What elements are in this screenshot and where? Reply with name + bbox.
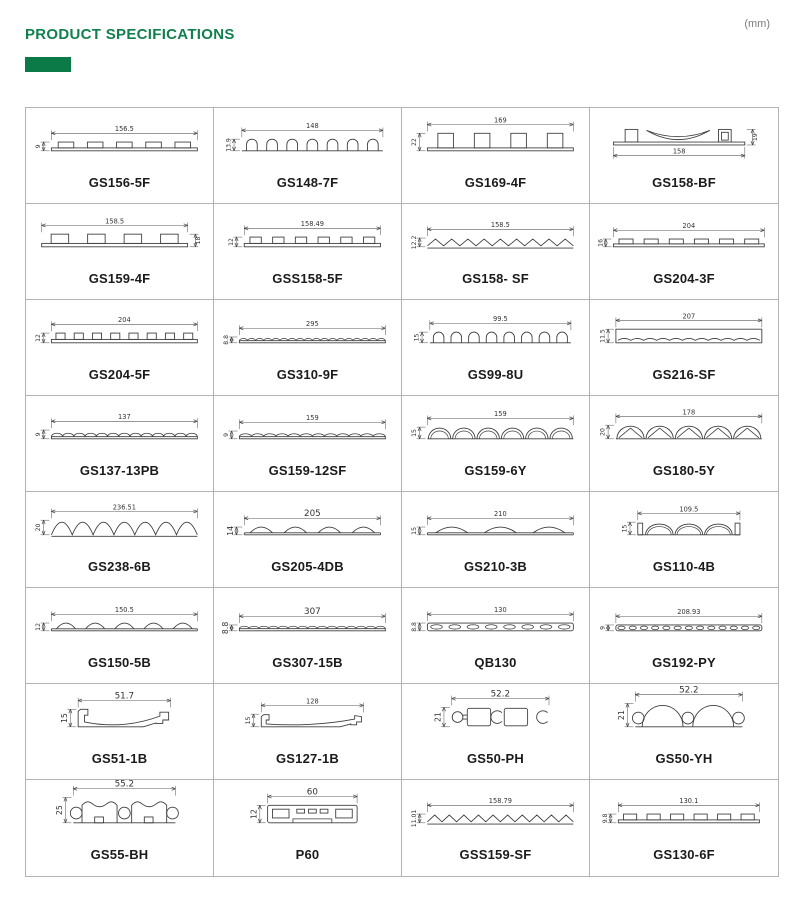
- accent-swatch: [25, 57, 71, 72]
- svg-text:9: 9: [35, 144, 43, 149]
- spec-cell-gs55-bh: [26, 780, 214, 876]
- product-code: GS156-5F: [88, 175, 151, 190]
- page-title: PRODUCT SPECIFICATIONS: [25, 26, 235, 43]
- svg-text:11.5: 11.5: [599, 329, 607, 343]
- spec-cell-gs238-6b: [26, 492, 214, 588]
- svg-text:12: 12: [35, 623, 43, 631]
- spec-cell-gs159-6y: [402, 396, 590, 492]
- spec-cell-gs127-1b: [214, 684, 402, 780]
- product-code: GS204-3F: [653, 271, 715, 286]
- profile-drawing: [590, 300, 778, 372]
- product-code: GS51-1B: [91, 751, 148, 766]
- product-code: GS99-8U: [467, 367, 524, 382]
- profile-drawing: [26, 300, 213, 372]
- profile-drawing: [214, 204, 401, 276]
- svg-text:20: 20: [599, 428, 607, 436]
- svg-text:207: 207: [682, 312, 696, 321]
- svg-text:12: 12: [35, 334, 43, 342]
- product-code: GS110-4B: [652, 559, 716, 574]
- product-code: GS192-PY: [652, 655, 716, 670]
- spec-cell-gs50-yh: [590, 684, 778, 780]
- svg-text:158.5: 158.5: [490, 221, 510, 230]
- spec-cell-gs192-py: [590, 588, 778, 684]
- spec-cell-qb130: [402, 588, 590, 684]
- profile-drawing: [214, 588, 401, 660]
- svg-text:21: 21: [433, 712, 443, 723]
- svg-text:208.93: 208.93: [677, 608, 701, 617]
- profile-drawing: [402, 108, 589, 180]
- svg-text:19: 19: [751, 133, 759, 142]
- svg-text:60: 60: [306, 787, 318, 798]
- profile-drawing: [26, 204, 213, 276]
- spec-cell-p60: [214, 780, 402, 876]
- svg-text:99.5: 99.5: [493, 315, 508, 324]
- product-code: GS180-5Y: [652, 463, 716, 478]
- profile-drawing: [214, 684, 401, 756]
- profile-drawing: [402, 396, 589, 468]
- profile-drawing: [214, 300, 401, 372]
- profile-drawing: [26, 684, 213, 756]
- spec-cell-gs110-4b: [590, 492, 778, 588]
- svg-text:11.01: 11.01: [411, 809, 419, 828]
- spec-cell-gs130-6f: [590, 780, 778, 876]
- product-code: GS204-5F: [88, 367, 151, 382]
- product-code: GS159-4F: [88, 271, 151, 286]
- svg-text:16: 16: [597, 239, 605, 247]
- profile-drawing: [402, 588, 589, 660]
- spec-cell-gs51-1b: [26, 684, 214, 780]
- spec-cell-gs210-3b: [402, 492, 590, 588]
- svg-text:18: 18: [194, 236, 202, 245]
- svg-text:15: 15: [413, 333, 421, 342]
- svg-text:159: 159: [494, 410, 507, 419]
- unit-label: (mm): [744, 18, 770, 30]
- svg-text:22: 22: [411, 138, 419, 146]
- svg-text:14: 14: [226, 525, 236, 536]
- profile-drawing: [590, 492, 778, 564]
- product-code: GS238-6B: [87, 559, 152, 574]
- profile-drawing: [214, 492, 401, 564]
- profile-drawing: [26, 492, 213, 564]
- product-code: GSS158-5F: [272, 271, 343, 286]
- profile-drawing: [26, 780, 213, 852]
- svg-text:130: 130: [494, 606, 507, 615]
- svg-text:52.2: 52.2: [679, 685, 699, 696]
- svg-text:12.2: 12.2: [411, 235, 419, 250]
- product-code: GS158- SF: [462, 271, 529, 286]
- svg-text:159: 159: [306, 414, 319, 423]
- spec-cell-gs159-4f: [26, 204, 214, 300]
- svg-text:15: 15: [59, 713, 69, 723]
- profile-drawing: [214, 396, 401, 468]
- product-code: GS148-7F: [276, 175, 339, 190]
- svg-text:15: 15: [621, 524, 629, 533]
- svg-text:210: 210: [494, 510, 507, 519]
- svg-text:158.79: 158.79: [488, 797, 512, 806]
- svg-text:158: 158: [672, 147, 686, 156]
- svg-text:158.5: 158.5: [105, 217, 125, 226]
- product-code: GS55-BH: [90, 847, 149, 862]
- svg-text:15: 15: [245, 716, 253, 725]
- profile-drawing: [402, 684, 589, 756]
- spec-cell-gs159-12sf: [214, 396, 402, 492]
- svg-text:178: 178: [682, 408, 696, 417]
- profile-drawing: [26, 108, 213, 180]
- spec-cell-gs156-5f: [26, 108, 214, 204]
- product-code: P60: [295, 847, 320, 862]
- product-code: GS310-9F: [276, 367, 339, 382]
- svg-text:20: 20: [35, 523, 43, 532]
- product-code: GS130-6F: [653, 847, 715, 862]
- spec-cell-gs205-4db: [214, 492, 402, 588]
- spec-cell-gs180-5y: [590, 396, 778, 492]
- spec-cell-gs204-5f: [26, 300, 214, 396]
- spec-cell-gs50-ph: [402, 684, 590, 780]
- product-code: GS137-13PB: [79, 463, 160, 478]
- svg-text:55.2: 55.2: [114, 780, 135, 790]
- spec-cell-gs158-bf: [590, 108, 778, 204]
- product-code: QB130: [474, 655, 517, 670]
- svg-text:9: 9: [223, 432, 231, 437]
- product-code: GS216-SF: [652, 367, 716, 382]
- spec-cell-gs169-4f: [402, 108, 590, 204]
- svg-text:128: 128: [306, 697, 319, 706]
- profile-drawing: [26, 588, 213, 660]
- svg-text:205: 205: [304, 509, 321, 520]
- spec-cell-gss159-sf: [402, 780, 590, 876]
- svg-text:307: 307: [304, 607, 321, 618]
- product-code: GS158-BF: [652, 175, 716, 190]
- spec-cell-gs158-sf: [402, 204, 590, 300]
- profile-drawing: [590, 780, 778, 852]
- product-code: GSS159-SF: [459, 847, 532, 862]
- product-code: GS307-15B: [272, 655, 343, 670]
- product-code: GS127-1B: [275, 751, 340, 766]
- product-code: GS150-5B: [87, 655, 152, 670]
- svg-text:156.5: 156.5: [114, 125, 134, 134]
- profile-drawing: [214, 780, 401, 852]
- spec-cell-gs99-8u: [402, 300, 590, 396]
- profile-drawing: [590, 588, 778, 660]
- profile-drawing: [590, 684, 778, 756]
- svg-text:8.8: 8.8: [223, 335, 231, 345]
- svg-text:137: 137: [118, 413, 131, 422]
- profile-drawing: [214, 108, 401, 180]
- svg-text:8.8: 8.8: [411, 622, 419, 632]
- svg-text:8.8: 8.8: [221, 621, 231, 635]
- spec-cell-gss158-5f: [214, 204, 402, 300]
- svg-text:12: 12: [249, 809, 259, 819]
- profile-drawing: [402, 204, 589, 276]
- spec-cell-gs307-15b: [214, 588, 402, 684]
- spec-cell-gs137-13pb: [26, 396, 214, 492]
- profile-drawing: [590, 204, 778, 276]
- product-code: GS50-PH: [466, 751, 525, 766]
- svg-text:21: 21: [617, 710, 627, 721]
- profile-drawing: [590, 396, 778, 468]
- profile-drawing: [402, 492, 589, 564]
- svg-text:9: 9: [35, 432, 43, 437]
- svg-text:9.8: 9.8: [602, 813, 610, 824]
- product-code: GS169-4F: [464, 175, 527, 190]
- svg-text:13.9: 13.9: [225, 138, 233, 152]
- spec-table: [25, 107, 779, 877]
- svg-text:51.7: 51.7: [114, 691, 135, 702]
- profile-drawing: [402, 300, 589, 372]
- profile-drawing: [402, 780, 589, 852]
- svg-text:109.5: 109.5: [679, 505, 699, 514]
- spec-cell-gs204-3f: [590, 204, 778, 300]
- svg-text:130.1: 130.1: [679, 797, 699, 806]
- svg-text:158.49: 158.49: [300, 220, 324, 229]
- spec-cell-gs310-9f: [214, 300, 402, 396]
- profile-drawing: [26, 396, 213, 468]
- svg-text:236.51: 236.51: [112, 503, 136, 512]
- product-code: GS159-12SF: [268, 463, 347, 478]
- svg-text:12: 12: [228, 238, 236, 246]
- product-code: GS205-4DB: [271, 559, 344, 574]
- spec-cell-gs150-5b: [26, 588, 214, 684]
- svg-text:204: 204: [118, 316, 131, 325]
- svg-text:148: 148: [306, 122, 319, 131]
- svg-text:9: 9: [599, 625, 607, 630]
- spec-cell-gs148-7f: [214, 108, 402, 204]
- spec-cell-gs216-sf: [590, 300, 778, 396]
- product-code: GS210-3B: [463, 559, 528, 574]
- svg-text:150.5: 150.5: [114, 606, 134, 615]
- svg-text:169: 169: [494, 116, 507, 125]
- svg-text:295: 295: [306, 320, 319, 329]
- profile-drawing: [590, 108, 778, 180]
- svg-text:15: 15: [411, 527, 419, 535]
- svg-text:52.2: 52.2: [490, 689, 511, 700]
- svg-text:204: 204: [682, 222, 696, 231]
- product-code: GS159-6Y: [464, 463, 527, 478]
- product-code: GS50-YH: [655, 751, 713, 766]
- svg-text:25: 25: [55, 805, 65, 816]
- svg-text:15: 15: [411, 429, 419, 437]
